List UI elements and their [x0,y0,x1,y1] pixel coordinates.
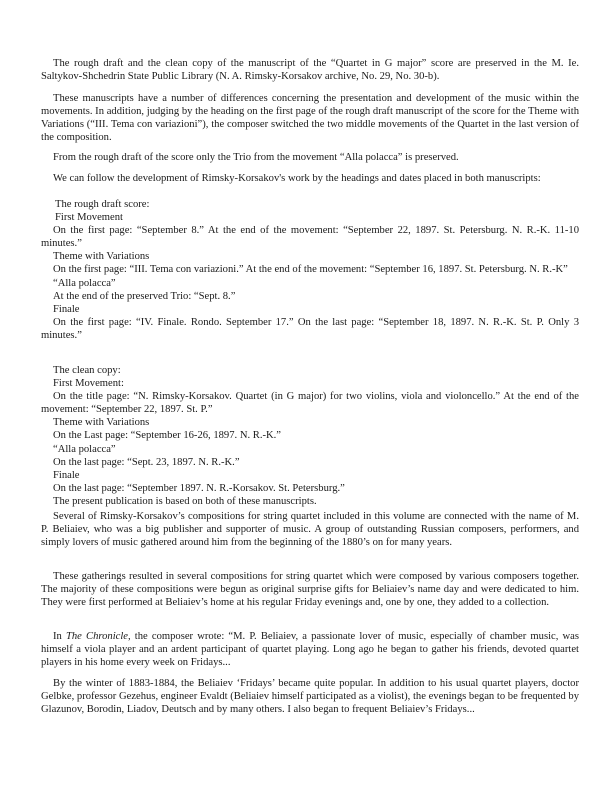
rough-draft-entry: On the first page: “III. Tema con variazioni.” At the end of the movement: “September 16, 1897. St. Petersburg. N. R.-K” [53,264,568,276]
paragraph-fridays: By the winter of 1883-1884, the Beliaiev ‘Fridays’ became quite popular. In addition to his usual quartet players, doctor Gelbke, professor Gezehus, engineer Evaldt (Beliaiev himself participated as a violist), the evenings began to be frequented by Glazunov, Borodin, Liadov, Deutsch and by many others. I also began to frequent Beliaiev’s Fridays... [41,678,579,716]
paragraph-gatherings: These gatherings resulted in several compositions for string quartet which were composed by various composers together. The majority of these compositions were begun as original surprise gifts for Beliaiev’s name day and were dedicated to him. They were first performed at Beliaiev’s home at his regular Friday evenings and, one by one, they added to a collection. [41,571,579,609]
paragraph-trio-preserved: From the rough draft of the score only the Trio from the movement “Alla polacca” is preserved. [53,152,459,163]
paragraph-manuscript-location: The rough draft and the clean copy of the manuscript of the “Quartet in G major” score are preserved in the M. Ie. Saltykov-Shchedrin State Public Library (N. A. Rimsky-Korsakov archive, No. 29, No. 30-b). [41,58,579,83]
clean-copy-entry: On the Last page: “September 16-26, 1897. N. R.-K.” [53,430,282,442]
rough-draft-alla-polacca: “Alla polacca” [53,277,116,289]
paragraph-manuscript-differences: These manuscripts have a number of differences concerning the presentation and development of the music within the movements. In addition, judging by the heading on the first page of the rough draft manuscript of the score for the Theme with Variations (“III. Tema con variazioni”), the composer switched the two middle movements of the Quartet in the last version of the composition. [41,93,579,144]
chronicle-title: The Chronicle, [65,631,131,642]
chronicle-prefix: In [53,631,66,642]
paragraph-chronicle-quote [41,630,579,669]
clean-copy-first-movement: First Movement: [53,378,124,390]
clean-copy-heading: The clean copy: [53,365,121,376]
clean-copy-finale: Finale [53,469,80,481]
rough-draft-entry: On the first page: “September 8.” At the end of the movement: “September 22, 1897. St. Petersburg. N. R.-K. 11-10 minutes.” [41,225,579,250]
clean-copy-list [41,364,579,508]
paragraph-beliaiev: Several of Rimsky-Korsakov’s compositions for string quartet included in this volume are connected with the name of M. P. Beliaiev, who was a big publisher and supporter of music. A group of outstanding Russian composers, performers, and simply lovers of music gathered around him from the beginning of the 1880’s on for many years. [41,511,579,549]
rough-draft-entry: At the end of the preserved Trio: “Sept. 8.” [53,290,236,302]
clean-copy-entry: On the last page: “September 1897. N. R.-Korsakov. St. Petersburg.” [53,482,345,494]
rough-draft-finale: Finale [53,303,80,315]
clean-copy-entry: On the last page: “Sept. 23, 1897. N. R.-K.” [53,456,240,468]
clean-copy-theme-variations: Theme with Variations [53,417,150,429]
paragraph-headings-intro: We can follow the development of Rimsky-Korsakov's work by the headings and dates placed in both manuscripts: [53,173,541,184]
chronicle-text: the composer wrote: “M. P. Beliaiev, a passionate lover of music, especially of chamber music, was himself a viola player and an ardent participant of quartet playing. Long ago he began to gather his friends, devoted quartet players in his home every week on Fridays... [41,631,579,669]
rough-draft-first-movement: First Movement [55,212,123,224]
rough-draft-entry: On the first page: “IV. Finale. Rondo. September 17.” On the last page: “September 18, 1897. N. R.-K. St. P. Only 3 minutes.” [41,316,579,341]
rough-draft-list [41,198,579,342]
clean-copy-publication-note: The present publication is based on both of these manuscripts. [53,495,317,507]
clean-copy-entry: On the title page: “N. Rimsky-Korsakov. Quartet (in G major) for two violins, viola and violoncello.” At the end of the movement: “September 22, 1897. St. P.” [41,391,579,416]
rough-draft-theme-variations: Theme with Variations [53,251,150,263]
clean-copy-alla-polacca: “Alla polacca” [53,443,116,455]
rough-draft-heading: The rough draft score: [55,199,150,210]
